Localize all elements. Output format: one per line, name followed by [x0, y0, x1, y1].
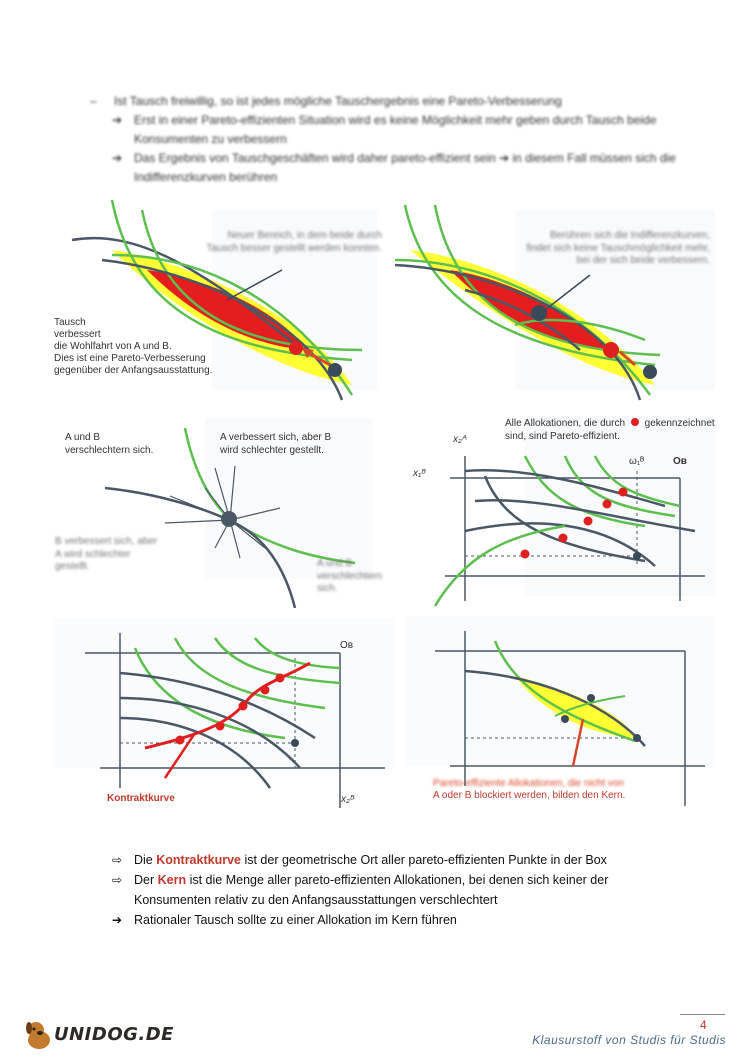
note-efficient: Alle Allokationen, die durch gekennzeichnet sind, sind Pareto-effizient. — [505, 418, 715, 442]
core-caption-1: Pareto-effiziente Allokationen, die nicht von — [433, 778, 625, 789]
footer-divider — [680, 1014, 725, 1015]
open-arrow-icon: ⇨ — [112, 853, 123, 867]
label-both-worse-2: A und B verschlechtern sich. — [317, 558, 383, 594]
bullet-contract-curve: ⇨ Die Kontraktkurve ist der geometrische Ort aller pareto-effizienten Punkte in der Box — [112, 850, 672, 870]
figure-pareto-improvement — [52, 200, 382, 405]
label-ob-2: Oʙ — [340, 640, 354, 651]
bullet-voluntary-exchange: – Ist Tausch freiwillig, so ist jedes mögliche Tauschergebnis eine Pareto-Verbesserung — [90, 92, 690, 111]
note-tangency: Berühren sich die Indifferenzkurven, findet sich keine Tauschmöglichkeit mehr, bei der sich beide verbessern. — [526, 230, 710, 266]
logo-text: UNIDOG.DE — [54, 1024, 174, 1045]
caption-line-3: die Wohlfahrt von A und B. — [54, 341, 172, 352]
dog-icon — [22, 1018, 56, 1052]
page-number: 4 — [700, 1018, 707, 1032]
axis-x1b: x₁ᴮ — [413, 468, 426, 479]
caption-line-5: gegenüber der Anfangsausstattung. — [54, 365, 213, 376]
edgeworth-box-1 — [405, 416, 717, 608]
figure-tangency — [395, 200, 717, 405]
bullet-indifference-touch: ➔ Das Ergebnis von Tauschgeschäften wird daher pareto-effizient sein ➔ in diesem Fall müssen sich die Indifferenzkurven berühren — [112, 151, 676, 184]
bullet-core: ⇨ Der Kern ist die Menge aller pareto-effizienten Allokationen, bei denen sich keiner der Konsumenten relativ zu den Anfangsausstattungen verschlechtert — [112, 870, 672, 910]
summary-bullet-list — [112, 850, 672, 930]
note-new-area: Neuer Bereich, in dem beide durch Tausch besser gestellt werden konnten. — [206, 230, 382, 254]
bullet-pareto-efficient: ➔ Erst in einer Pareto-effizienten Situation wird es keine Möglichkeit mehr geben durch Tausch beide Konsumenten zu verbessern — [112, 113, 657, 146]
solid-arrow-icon: ➔ — [112, 913, 123, 927]
footer-tagline: Klausurstoff von Studis für Studis — [532, 1033, 726, 1047]
caption-line-1: Tausch — [54, 317, 86, 328]
open-arrow-icon: ⇨ — [112, 873, 123, 887]
unidog-logo — [22, 1018, 182, 1052]
contract-curve-label: Kontraktkurve — [107, 793, 175, 804]
figure-edgeworth-box-efficient — [405, 416, 717, 608]
label-a-better: A verbessert sich, aber B wird schlechter gestellt. — [220, 432, 332, 456]
axis-x2a: x₂ᴬ — [453, 434, 467, 445]
label-ob: Oʙ — [673, 456, 687, 467]
figure-directions — [55, 418, 383, 608]
label-omega1b: ω₁ᴮ — [629, 456, 645, 467]
figure-contract-curve — [55, 618, 395, 813]
label-b-better: B verbessert sich, aber A wird schlechter gestellt. — [55, 536, 158, 572]
caption-line-2: verbessert — [54, 329, 101, 340]
figure-core — [405, 616, 717, 808]
bullet-rational-exchange: ➔ Rationaler Tausch sollte zu einer Allokation im Kern führen — [112, 910, 672, 930]
top-bullet-list — [90, 92, 690, 187]
label-both-worse: A und B verschlechtern sich. — [65, 432, 154, 456]
core-caption-2: A oder B blockiert werden, bilden den Kern. — [433, 790, 626, 801]
red-dot-icon — [631, 418, 639, 426]
caption-line-4: Dies ist eine Pareto-Verbesserung — [54, 353, 206, 364]
axis-x2b: x₂ᴮ — [341, 794, 355, 805]
term-kern: Kern — [157, 873, 187, 887]
term-kontraktkurve: Kontraktkurve — [156, 853, 241, 867]
